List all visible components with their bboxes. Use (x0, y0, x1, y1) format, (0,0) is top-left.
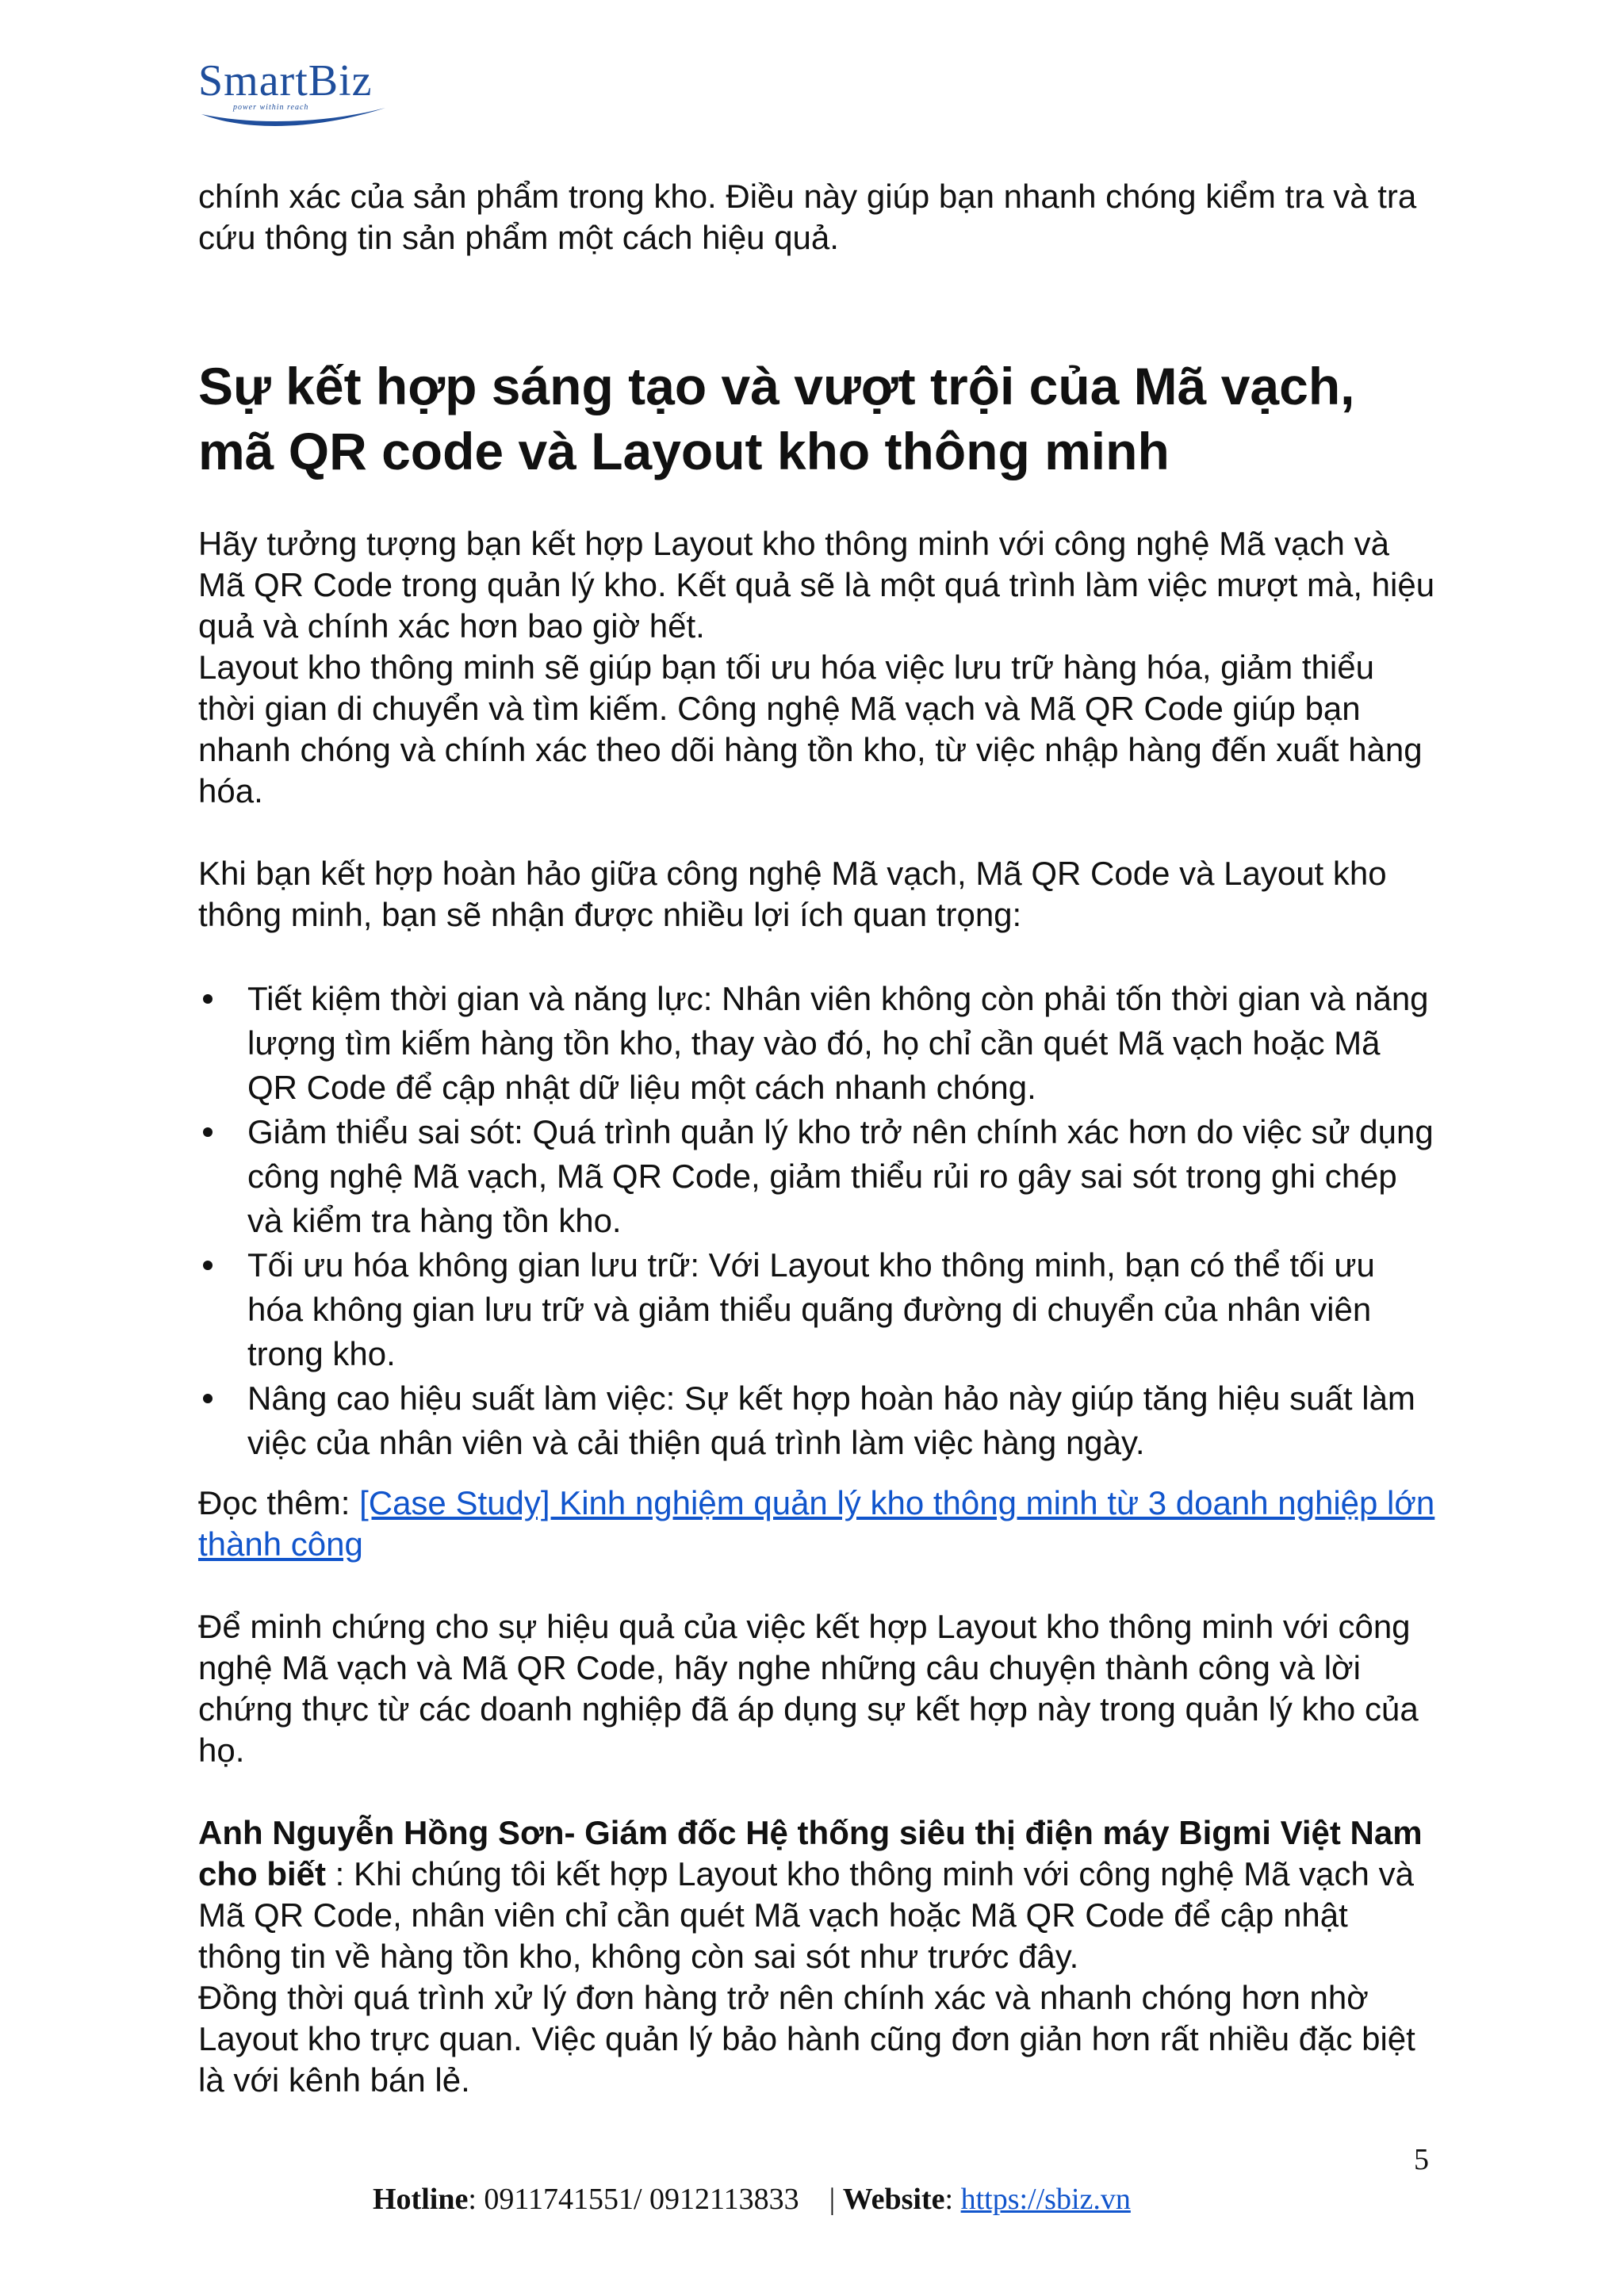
website-link[interactable]: https://sbiz.vn (960, 2183, 1131, 2216)
website-colon: : (944, 2183, 961, 2216)
website-label: Website (842, 2183, 945, 2216)
hotline-value: : 0911741551/ 0912113833 (468, 2183, 799, 2216)
paragraph-1: Hãy tưởng tượng bạn kết hợp Layout kho thông minh với công nghệ Mã vạch và Mã QR Code trong quản lý kho. Kết quả sẽ là một quá trình làm việc mượt mà, hiệu quả và chính xác hơn bao giờ hết. (198, 525, 1435, 645)
list-item (198, 977, 1435, 1110)
list-item-text: Tiết kiệm thời gian và năng lực: Nhân viên không còn phải tốn thời gian và năng lượng tìm kiếm hàng tồn kho, thay vào đó, họ chỉ cần quét Mã vạch hoặc Mã QR Code để cập nhật dữ liệu một cách nhanh chóng. (247, 980, 1429, 1106)
benefit-list (198, 977, 1435, 1465)
testimonial-speaker: Anh Nguyễn Hồng Sơn- Giám đốc Hệ thống siêu thị điện máy Bigmi Việt Nam cho biết (198, 1814, 1423, 1892)
list-item-text: Nâng cao hiệu suất làm việc: Sự kết hợp hoàn hảo này giúp tăng hiệu suất làm việc của nhân viên và cải thiện quá trình làm việc hàng ngày. (247, 1380, 1415, 1461)
bullet-icon (203, 994, 213, 1004)
paragraph-5: Đồng thời quá trình xử lý đơn hàng trở nên chính xác và nhanh chóng hơn nhờ Layout kho trực quan. Việc quản lý bảo hành cũng đơn giản hơn rất nhiều đặc biệt là với kênh bán lẻ. (198, 1979, 1415, 2099)
read-more (198, 1483, 1435, 1565)
paragraph-3: Khi bạn kết hợp hoàn hảo giữa công nghệ Mã vạch, Mã QR Code và Layout kho thông minh, bạn sẽ nhận được nhiều lợi ích quan trọng: (198, 855, 1387, 933)
logo-tagline: power within reach (233, 103, 309, 112)
bullet-icon (203, 1127, 213, 1137)
paragraph-4: Để minh chứng cho sự hiệu quả của việc kết hợp Layout kho thông minh với công nghệ Mã vạch và Mã QR Code, hãy nghe những câu chuyện thành công và lời chứng thực từ các doanh nghiệp đã áp dụng sự kết hợp này trong quản lý kho của họ. (198, 1608, 1419, 1769)
list-item (198, 1376, 1435, 1465)
testimonial-text: : Khi chúng tôi kết hợp Layout kho thông minh với công nghệ Mã vạch và Mã QR Code, nhân viên chỉ cần quét Mã vạch hoặc Mã QR Code để cập nhật thông tin về hàng tồn kho, không còn sai sót như trước đây. (198, 1855, 1414, 1975)
list-item (198, 1243, 1435, 1376)
bullet-icon (203, 1394, 213, 1403)
hotline-label: Hotline (373, 2183, 469, 2216)
list-item (198, 1110, 1435, 1243)
page-number: 5 (1414, 2143, 1429, 2176)
logo-swoosh-icon (198, 100, 389, 132)
footer-separator: | (829, 2183, 836, 2216)
read-more-label: Đọc thêm: (198, 1484, 360, 1521)
page-content (198, 176, 1435, 2101)
footer (373, 2182, 1131, 2217)
list-item-text: Giảm thiểu sai sót: Quá trình quản lý kho trở nên chính xác hơn do việc sử dụng công nghệ Mã vạch, Mã QR Code, giảm thiểu rủi ro gây sai sót trong ghi chép và kiểm tra hàng tồn kho. (247, 1113, 1434, 1239)
list-item-text: Tối ưu hóa không gian lưu trữ: Với Layout kho thông minh, bạn có thể tối ưu hóa không gian lưu trữ và giảm thiểu quãng đường di chuyển của nhân viên trong kho. (247, 1246, 1375, 1372)
section-heading: Sự kết hợp sáng tạo và vượt trội của Mã vạch, mã QR code và Layout kho thông minh (198, 357, 1355, 480)
testimonial (198, 1812, 1435, 1977)
smartbiz-logo (198, 55, 389, 143)
paragraph-2: Layout kho thông minh sẽ giúp bạn tối ưu hóa việc lưu trữ hàng hóa, giảm thiểu thời gian di chuyển và tìm kiếm. Công nghệ Mã vạch và Mã QR Code giúp bạn nhanh chóng và chính xác theo dõi hàng tồn kho, từ việc nhập hàng đến xuất hàng hóa. (198, 649, 1423, 809)
bullet-icon (203, 1261, 213, 1270)
case-study-link[interactable]: [Case Study] Kinh nghiệm quản lý kho thông minh từ 3 doanh nghiệp lớn thành công (198, 1484, 1435, 1563)
intro-paragraph: chính xác của sản phẩm trong kho. Điều này giúp bạn nhanh chóng kiểm tra và tra cứu thông tin sản phẩm một cách hiệu quả. (198, 178, 1417, 256)
logo-brand-text: SmartBiz (198, 56, 373, 105)
